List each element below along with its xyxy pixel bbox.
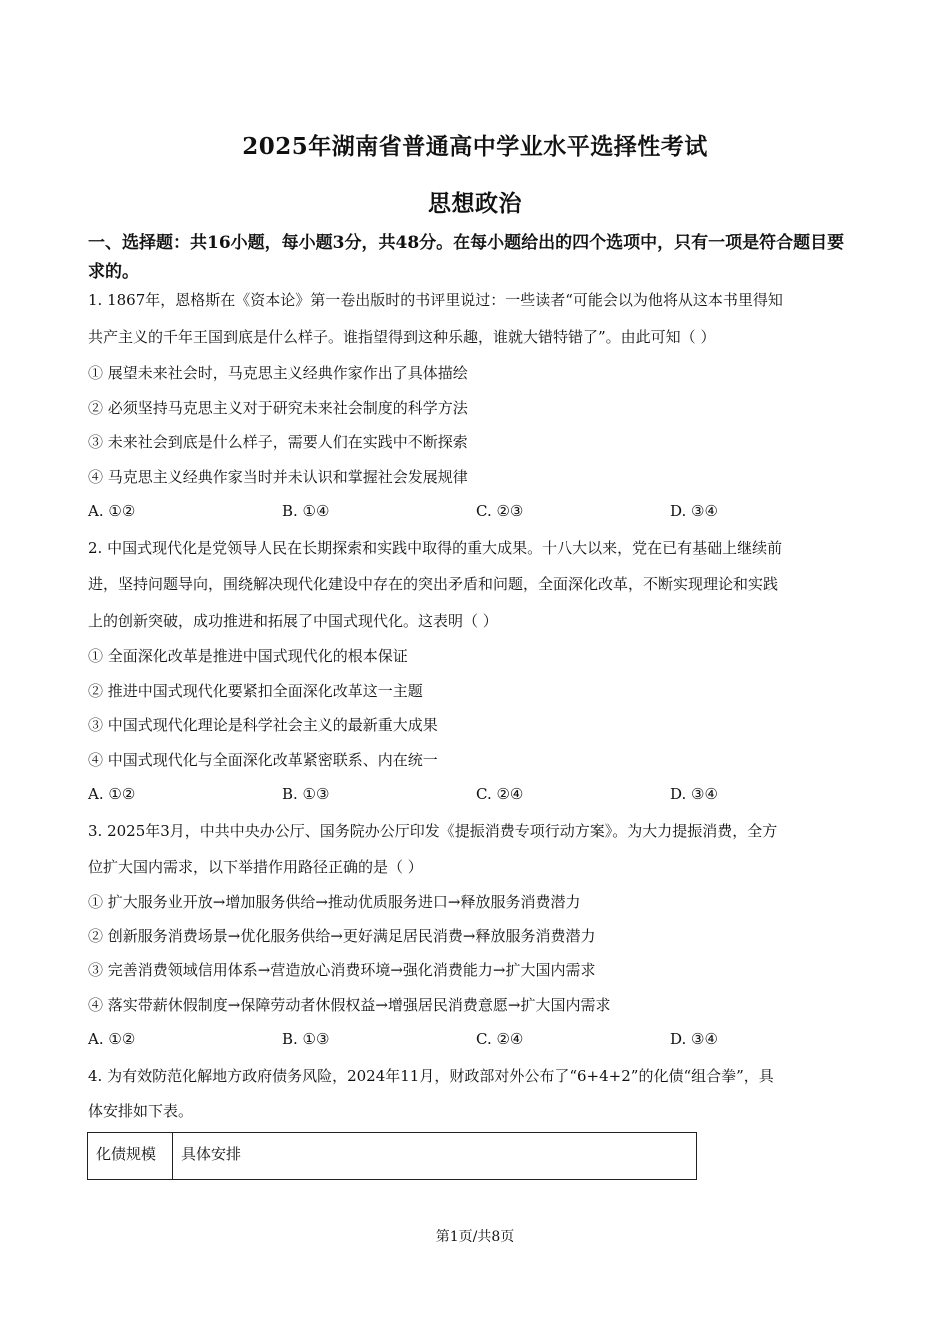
question-1-option-b[interactable]: B. ①④	[282, 502, 330, 520]
question-3-stem-line-1: 3. 2025年3月，中共中央办公厅、国务院办公厅印发《提振消费专项行动方案》。为大力提振消费，全方	[88, 822, 778, 840]
subject-title: 思想政治	[428, 190, 522, 217]
question-2-statement-3: ③ 中国式现代化理论是科学社会主义的最新重大成果	[88, 716, 438, 734]
question-3-statement-2: ② 创新服务消费场景→优化服务供给→更好满足居民消费→释放服务消费潜力	[88, 927, 596, 945]
question-2-statement-2: ② 推进中国式现代化要紧扣全面深化改革这一主题	[88, 682, 423, 700]
question-3-statement-3: ③ 完善消费领域信用体系→营造放心消费环境→强化消费能力→扩大国内需求	[88, 961, 596, 979]
question-3-statement-1: ① 扩大服务业开放→增加服务供给→推动优质服务进口→释放服务消费潜力	[88, 893, 581, 911]
question-2-statement-4: ④ 中国式现代化与全面深化改革紧密联系、内在统一	[88, 751, 438, 769]
question-1-statement-4: ④ 马克思主义经典作家当时并未认识和掌握社会发展规律	[88, 468, 468, 486]
question-3-stem-line-2: 位扩大国内需求，以下举措作用路径正确的是（ ）	[88, 858, 423, 876]
question-2-stem-line-2: 进，坚持问题导向，围绕解决现代化建设中存在的突出矛盾和问题，全面深化改革，不断实现理论和实践	[88, 575, 779, 593]
table-header-arrangement: 具体安排	[173, 1133, 697, 1180]
question-4-stem-line-1: 4. 为有效防范化解地方政府债务风险，2024年11月，财政部对外公布了“6+4+2”的化债“组合拳”，具	[88, 1067, 774, 1085]
table-header-scale: 化债规模	[88, 1133, 173, 1180]
question-2-option-a[interactable]: A. ①②	[88, 785, 136, 803]
question-2-option-b[interactable]: B. ①③	[282, 785, 330, 803]
question-2-option-c[interactable]: C. ②④	[476, 785, 524, 803]
question-2-statement-1: ① 全面深化改革是推进中国式现代化的根本保证	[88, 647, 408, 665]
question-1-option-c[interactable]: C. ②③	[476, 502, 524, 520]
page-number: 第1页/共8页	[435, 1229, 515, 1245]
question-1-statement-2: ② 必须坚持马克思主义对于研究未来社会制度的科学方法	[88, 399, 468, 417]
question-2-stem-line-3: 上的创新突破，成功推进和拓展了中国式现代化。这表明（ ）	[88, 612, 498, 630]
question-3-statement-4: ④ 落实带薪休假制度→保障劳动者休假权益→增强居民消费意愿→扩大国内需求	[88, 996, 611, 1014]
exam-title: 2025年湖南省普通高中学业水平选择性考试	[242, 133, 708, 160]
question-1-statement-3: ③ 未来社会到底是什么样子，需要人们在实践中不断探索	[88, 433, 468, 451]
question-3-option-d[interactable]: D. ③④	[670, 1030, 718, 1048]
question-1-option-a[interactable]: A. ①②	[88, 502, 136, 520]
question-1-stem-line-1: 1. 1867年，恩格斯在《资本论》第一卷出版时的书评里说过：一些读者“可能会以为他将从这本书里得知	[88, 291, 783, 309]
question-2-stem-line-1: 2. 中国式现代化是党领导人民在长期探索和实践中取得的重大成果。十八大以来，党在已有基础上继续前	[88, 539, 783, 557]
debt-arrangement-table	[87, 1132, 697, 1180]
question-3-option-c[interactable]: C. ②④	[476, 1030, 524, 1048]
section-heading: 一、选择题：共16小题，每小题3分，共48分。在每小题给出的四个选项中，只有一项是符合题目要求的。	[88, 233, 845, 282]
question-1-statement-1: ① 展望未来社会时，马克思主义经典作家作出了具体描绘	[88, 364, 468, 382]
question-2-option-d[interactable]: D. ③④	[670, 785, 718, 803]
question-3-option-a[interactable]: A. ①②	[88, 1030, 136, 1048]
question-1-option-d[interactable]: D. ③④	[670, 502, 718, 520]
question-1-stem-line-2: 共产主义的千年王国到底是什么样子。谁指望得到这种乐趣，谁就大错特错了”。由此可知（ ）	[88, 328, 716, 346]
question-3-option-b[interactable]: B. ①③	[282, 1030, 330, 1048]
table-row	[88, 1133, 697, 1180]
question-4-stem-line-2: 体安排如下表。	[88, 1102, 194, 1120]
